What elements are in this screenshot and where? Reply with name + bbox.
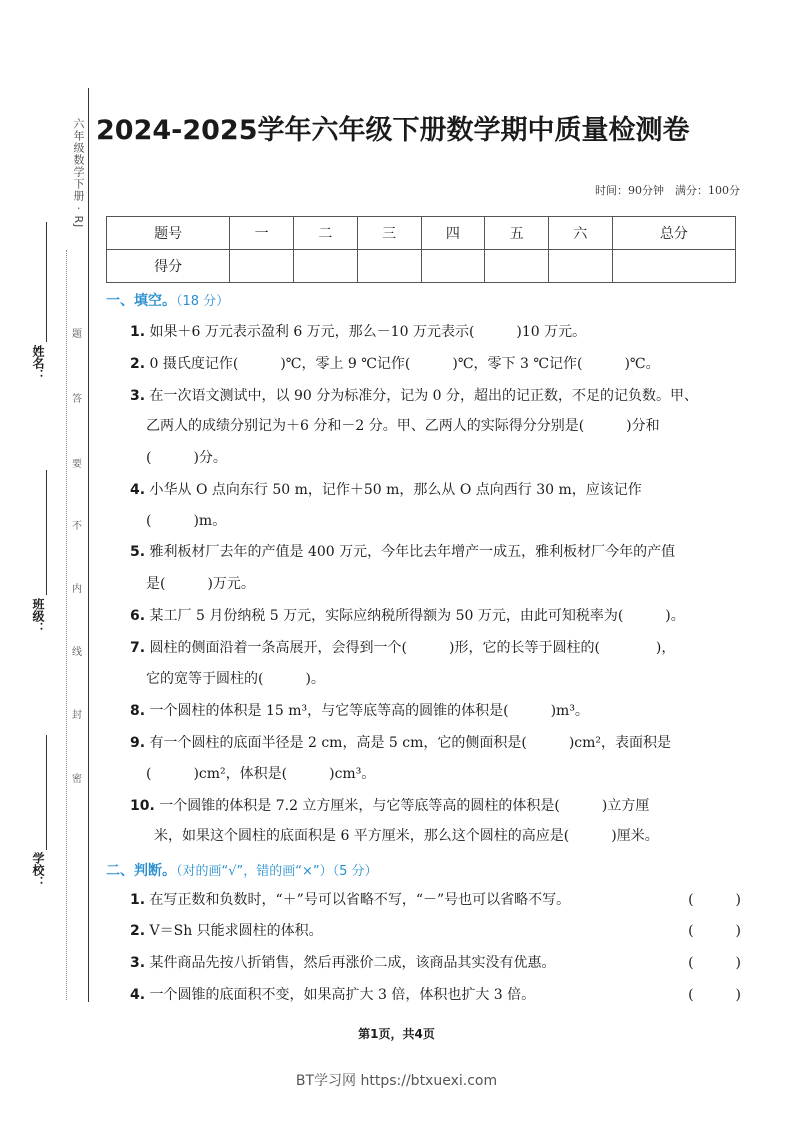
section-heading: 二、判断。 xyxy=(106,863,176,879)
question-number: 7. xyxy=(130,640,146,656)
seal-char: 题 xyxy=(72,329,82,340)
seal-char: 密 xyxy=(72,774,82,785)
seal-char: 封 xyxy=(72,710,82,721)
table-cell: 题号 xyxy=(107,217,230,250)
question-number: 4. xyxy=(130,987,146,1003)
question-continuation: 乙两人的成绩分别记为＋6 分和－2 分。甲、乙两人的实际得分分别是( )分和 xyxy=(146,418,660,434)
question-text: 圆柱的侧面沿着一条高展开，会得到一个( )形，它的长等于圆柱的( )， xyxy=(149,640,676,656)
question-continuation: 米，如果这个圆柱的底面积是 6 平方厘米，那么这个圆柱的高应是( )厘米。 xyxy=(154,828,659,844)
question-number: 3. xyxy=(130,388,146,404)
name-label: 姓名： xyxy=(31,345,45,381)
question-number: 3. xyxy=(130,955,146,971)
watermark-link[interactable]: BT学习网 https://btxuexi.com xyxy=(295,1073,498,1089)
question-number: 6. xyxy=(130,608,146,624)
judge-question xyxy=(130,947,740,979)
question-text: 在一次语文测试中，以 90 分为标准分，记为 0 分，超出的记正数，不足的记负数。甲、 xyxy=(149,388,699,404)
table-cell: 总分 xyxy=(612,217,735,250)
question xyxy=(130,380,740,412)
score-input-cell[interactable] xyxy=(294,250,358,283)
question xyxy=(130,474,740,506)
question-continuation: 是( )万元。 xyxy=(146,576,255,592)
section-points: （18 分） xyxy=(176,294,230,309)
question-text: V＝Sh 只能求圆柱的体积。 xyxy=(149,923,323,939)
question xyxy=(130,348,740,380)
page-title: 2024-2025学年六年级下册数学期中质量检测卷 xyxy=(96,115,690,146)
table-cell: 二 xyxy=(294,217,358,250)
question-number: 2. xyxy=(130,923,146,939)
seal-char: 答 xyxy=(72,394,82,405)
judge-question xyxy=(130,884,740,916)
seal-char: 线 xyxy=(72,647,82,658)
table-cell: 三 xyxy=(357,217,421,250)
question-text: 某工厂 5 月份纳税 5 万元，实际应纳税所得额为 50 万元，由此可知税率为( )。 xyxy=(149,608,685,624)
judge-question xyxy=(130,979,740,1011)
question-text: 一个圆锥的底面积不变，如果高扩大 3 倍，体积也扩大 3 倍。 xyxy=(149,987,536,1003)
section-points: （对的画“√”，错的画“×”）（5 分） xyxy=(176,864,378,879)
answer-paren[interactable]: ( ) xyxy=(688,987,741,1003)
judge-question xyxy=(130,915,740,947)
question xyxy=(130,600,740,632)
seal-char: 不 xyxy=(72,521,82,532)
question-text: 0 摄氏度记作( )℃，零上 9 ℃记作( )℃，零下 3 ℃记作( )℃。 xyxy=(149,356,660,372)
table-cell: 六 xyxy=(549,217,613,250)
seal-char: 内 xyxy=(72,584,82,595)
question-text: 某件商品先按八折销售，然后再涨价二成，该商品其实没有优惠。 xyxy=(149,955,556,971)
question-text: 如果＋6 万元表示盈利 6 万元，那么－10 万元表示( )10 万元。 xyxy=(149,324,587,340)
section-title xyxy=(106,290,229,310)
question-number: 2. xyxy=(130,356,146,372)
question-continuation: ( )m。 xyxy=(146,513,227,529)
score-input-cell[interactable] xyxy=(485,250,549,283)
question-continuation: ( )分。 xyxy=(146,450,227,466)
answer-paren[interactable]: ( ) xyxy=(688,923,741,939)
side-header: 六年级数学下册 · RJ xyxy=(72,118,85,229)
score-input-cell[interactable] xyxy=(357,250,421,283)
question-number: 10. xyxy=(130,798,155,814)
question-number: 1. xyxy=(130,892,146,908)
name-field-line xyxy=(46,222,47,342)
question-text: 一个圆柱的体积是 15 m³，与它等底等高的圆锥的体积是( )m³。 xyxy=(149,703,589,719)
page-footer: 第1页，共4页 xyxy=(358,1027,435,1041)
score-table xyxy=(106,216,736,283)
section-title xyxy=(106,860,378,880)
question xyxy=(130,536,740,568)
table-cell: 四 xyxy=(421,217,485,250)
table-row xyxy=(107,217,736,250)
table-cell: 一 xyxy=(230,217,294,250)
table-cell: 得分 xyxy=(107,250,230,283)
score-input-cell[interactable] xyxy=(230,250,294,283)
question-number: 9. xyxy=(130,735,146,751)
section-heading: 一、填空。 xyxy=(106,293,176,309)
score-input-cell[interactable] xyxy=(421,250,485,283)
school-label: 学校： xyxy=(31,852,45,888)
exam-meta: 时间：90分钟 满分：100分 xyxy=(595,184,740,197)
question-number: 4. xyxy=(130,482,146,498)
question-continuation: ( )cm²，体积是( )cm³。 xyxy=(146,766,376,782)
question xyxy=(130,316,740,348)
school-field-line xyxy=(46,735,47,850)
binding-dotted-line xyxy=(66,250,67,1000)
question xyxy=(130,727,740,759)
class-label: 班级： xyxy=(31,598,45,634)
question-number: 5. xyxy=(130,544,146,560)
score-input-cell[interactable] xyxy=(612,250,735,283)
score-input-cell[interactable] xyxy=(549,250,613,283)
answer-paren[interactable]: ( ) xyxy=(688,955,741,971)
class-field-line xyxy=(46,470,47,595)
question-text: 在写正数和负数时，“＋”号可以省略不写，“－”号也可以省略不写。 xyxy=(149,892,571,908)
question-number: 8. xyxy=(130,703,146,719)
table-cell: 五 xyxy=(485,217,549,250)
question xyxy=(130,790,740,822)
binding-line xyxy=(88,88,89,1002)
question-text: 雅利板材厂去年的产值是 400 万元，今年比去年增产一成五，雅利板材厂今年的产值 xyxy=(149,544,676,560)
question-number: 1. xyxy=(130,324,146,340)
seal-char: 要 xyxy=(72,459,82,470)
answer-paren[interactable]: ( ) xyxy=(688,892,741,908)
table-row xyxy=(107,250,736,283)
question xyxy=(130,695,740,727)
question-text: 一个圆锥的体积是 7.2 立方厘米，与它等底等高的圆柱的体积是( )立方厘 xyxy=(159,798,650,814)
question xyxy=(130,632,740,664)
question-text: 有一个圆柱的底面半径是 2 cm，高是 5 cm，它的侧面积是( )cm²，表面积是 xyxy=(149,735,672,751)
question-continuation: 它的宽等于圆柱的( )。 xyxy=(146,671,325,687)
question-text: 小华从 O 点向东行 50 m，记作＋50 m，那么从 O 点向西行 30 m，应该记作 xyxy=(149,482,642,498)
